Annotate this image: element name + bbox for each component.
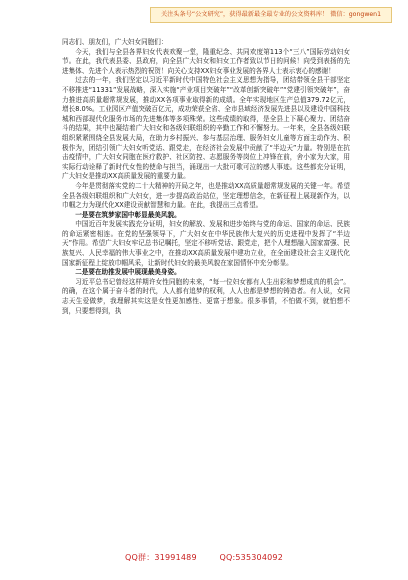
promo-banner-text[interactable]: 关注头条号“公文研究”，获得最新最全最专业的公文资料库！ 微信：gongwen1 — [160, 11, 382, 18]
body-paragraph: 中国近百年发展实践充分证明，妇女的解放、发展和进步始终与党的命运、国家的命运、民族的命运紧密相连。在党的坚强领导下，广大妇女在中华民族伟大复兴的历史进程中发挥了“半边天”作用。希望广大妇女牢记总书记嘱托，坚定不移听党话、跟党走，把个人理想融入国家富强、民族复兴、人民幸福的伟大事业之中，在推动XX高质量发展中建功立业，在全面建设社会主义现代化国家新征程上绽放巾帼风采，让新时代妇女的最美风貌在家国情怀中充分彰显。 — [62, 220, 350, 267]
promo-banner[interactable] — [150, 7, 392, 23]
body-paragraph: 过去的一年，我们坚定以习近平新时代中国特色社会主义思想为指导，团结带领全县干部坚定不移推进“11331”发展战略，深入实施“产业项目突破年”“改革创新突破年”“党建引领突破年”，奋力推进高质量超常规发展，推动XX各项事业取得新的成绩。全年实现地区生产总值379.72亿元，增长8.0%。工业园区产值突破百亿元，成功荣获全省、全市县域经济发展先进县以及建设中国科技城和西部现代化服务市场的先进集体等多项殊荣。这些成绩的取得，是全县上下凝心聚力、团结奋斗的结果，其中也凝结着广大妇女和各级妇联组织的辛勤工作和不懈努力。一年来，全县各级妇联组织紧紧围绕全县发展大局，在助力乡村振兴、参与基层治理、服务妇女儿童等方面主动作为、积极作为，团结引领广大妇女听党话、跟党走，在经济社会发展中贡献了“半边天”力量。特别是在抗击疫情中，广大妇女同胞在医疗救护、社区防控、志愿服务等岗位上冲锋在前，舍小家为大家，用实际行动诠释了新时代女性的使命与担当，涌现出一大批可歌可泣的感人事迹。这些都充分证明，广大妇女是推动XX高质量发展的重要力量。 — [62, 76, 350, 181]
footer-qq-group: QQ群：31991489 — [125, 553, 197, 562]
salutation: 同志们、朋友们，广大妇女同胞们： — [62, 38, 168, 46]
document-body — [62, 38, 350, 316]
body-paragraph: 习近平总书记曾经这样期许女性同胞的未来，“每一位妇女都有人生出彩和梦想成真的机会”。的确，在这个属于奋斗者的时代，人人都有追梦的权利，人人也都是梦想的铸造者。有人说，女同志天生爱做梦，我理解其实这是女性更加感性、更富于想象。很多事情，不怕做不到，就怕想不到，只要想得到，执 — [62, 277, 350, 315]
footer-contact — [0, 552, 408, 563]
body-paragraph: 今天，我们与全县各界妇女代表欢聚一堂，隆重纪念、共同欢度第113个“三八”国际劳动妇女节。在此，我代表县委、县政府，向全县广大妇女和妇女工作者致以节日的问候！向受到表扬的先进集体、先进个人表示热烈的祝贺！向关心支持XX妇女事业发展的各界人士表示衷心的感谢！ — [62, 47, 350, 75]
body-paragraph: 今年是贯彻落实党的二十大精神的开局之年，也是推动XX高质量超常规发展的关键一年。希望全县各级妇联组织和广大妇女，进一步提高政治站位，坚定理想信念，在新征程上展现新作为，以巾帼之力为现代化XX建设贡献智慧和力量。在此，我提出三点希望。 — [62, 181, 350, 210]
footer-qq: QQ:535304092 — [219, 553, 283, 562]
section-heading: 一是要在筑梦家国中彰显最美风貌。 — [75, 210, 181, 219]
section-heading: 二是要在助推发展中展现最美身姿。 — [75, 268, 181, 277]
